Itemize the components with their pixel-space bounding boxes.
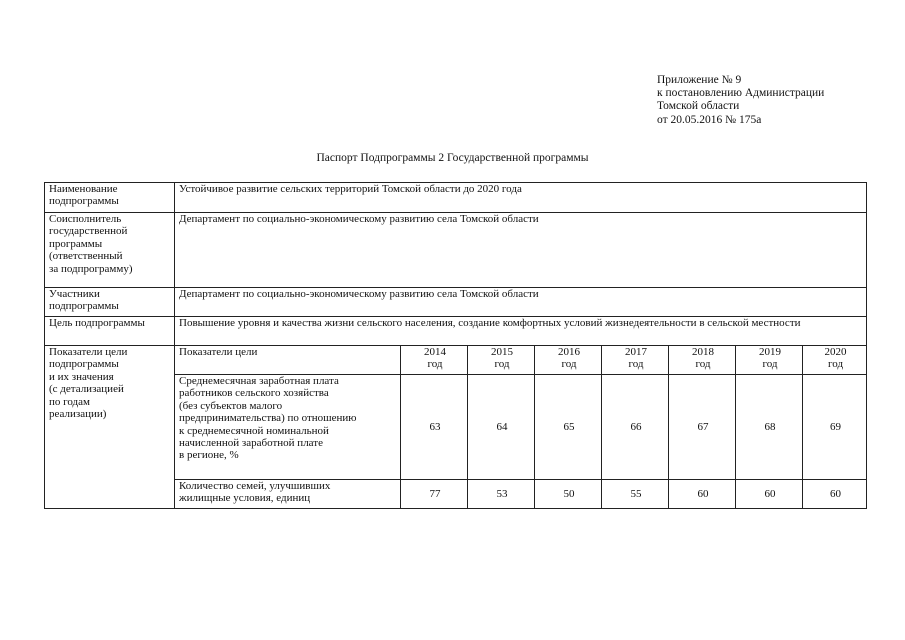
indicator-name-families: Количество семей, улучшивших жилищные условия, единиц [175,480,401,509]
year-cell-2014 [401,346,468,375]
indicator-value: 68 [736,375,803,480]
year-unit: год [628,358,644,371]
year-unit: год [561,358,577,371]
indicator-value: 55 [602,480,669,509]
appendix-line-2: к постановлению Администрации [657,87,825,100]
appendix-block [657,74,824,127]
label-goal: Цель подпрограммы [45,317,175,346]
year-label: 2015 [491,346,513,358]
indicator-value: 66 [602,375,669,480]
year-unit: год [828,358,844,371]
year-label: 2018 [692,346,714,358]
indicator-value: 77 [401,480,468,509]
value-name: Устойчивое развитие сельских территорий Томской области до 2020 года [175,183,867,213]
indicator-name-salary: Среднемесячная заработная плата работников сельского хозяйства (без субъектов малого предпринимательства) по отношению к среднемесячной номинальной начисленной заработной плате в регионе, % [175,375,401,480]
year-unit: год [427,358,443,371]
indicators-header: Показатели цели [175,346,401,375]
appendix-line-1: Приложение № 9 [657,74,742,86]
year-unit: год [762,358,778,371]
year-cell-2020 [803,346,867,375]
year-cell-2019 [736,346,803,375]
indicator-value: 65 [535,375,602,480]
year-unit: год [695,358,711,371]
row-coexecutor [45,213,867,288]
year-label: 2014 [424,346,446,358]
passport-table [44,182,867,509]
appendix-line-3: Томской области [657,100,740,113]
document-title: Паспорт Подпрограммы 2 Государственной программы [316,152,589,164]
label-participants: Участники подпрограммы [45,288,175,317]
label-name: Наименование подпрограммы [45,183,175,213]
year-cell-2017 [602,346,669,375]
indicator-value: 69 [803,375,867,480]
row-name [45,183,867,213]
year-label: 2020 [824,346,847,358]
indicator-value: 63 [401,375,468,480]
row-indicators-header [45,346,867,375]
year-label: 2016 [558,346,580,358]
indicator-value: 53 [468,480,535,509]
indicator-value: 64 [468,375,535,480]
label-indicators: Показатели цели подпрограммы и их значения (с детализацией по годам реализации) [45,346,175,509]
indicator-value: 60 [669,480,736,509]
year-unit: год [494,358,510,371]
value-coexecutor: Департамент по социально-экономическому развитию села Томской области [175,213,867,288]
row-goal [45,317,867,346]
indicator-value: 67 [669,375,736,480]
year-cell-2015 [468,346,535,375]
year-label: 2017 [625,346,647,358]
year-label: 2019 [759,346,781,358]
indicator-value: 60 [803,480,867,509]
year-cell-2018 [669,346,736,375]
value-participants: Департамент по социально-экономическому развитию села Томской области [175,288,867,317]
appendix-line-4: от 20.05.2016 № 175а [657,113,762,126]
label-coexecutor: Соисполнитель государственной программы (ответственный за подпрограмму) [45,213,175,288]
indicator-value: 60 [736,480,803,509]
year-cell-2016 [535,346,602,375]
indicator-value: 50 [535,480,602,509]
value-goal: Повышение уровня и качества жизни сельского населения, создание комфортных условий жизнедеятельности в сельской местности [175,317,867,346]
row-participants [45,288,867,317]
